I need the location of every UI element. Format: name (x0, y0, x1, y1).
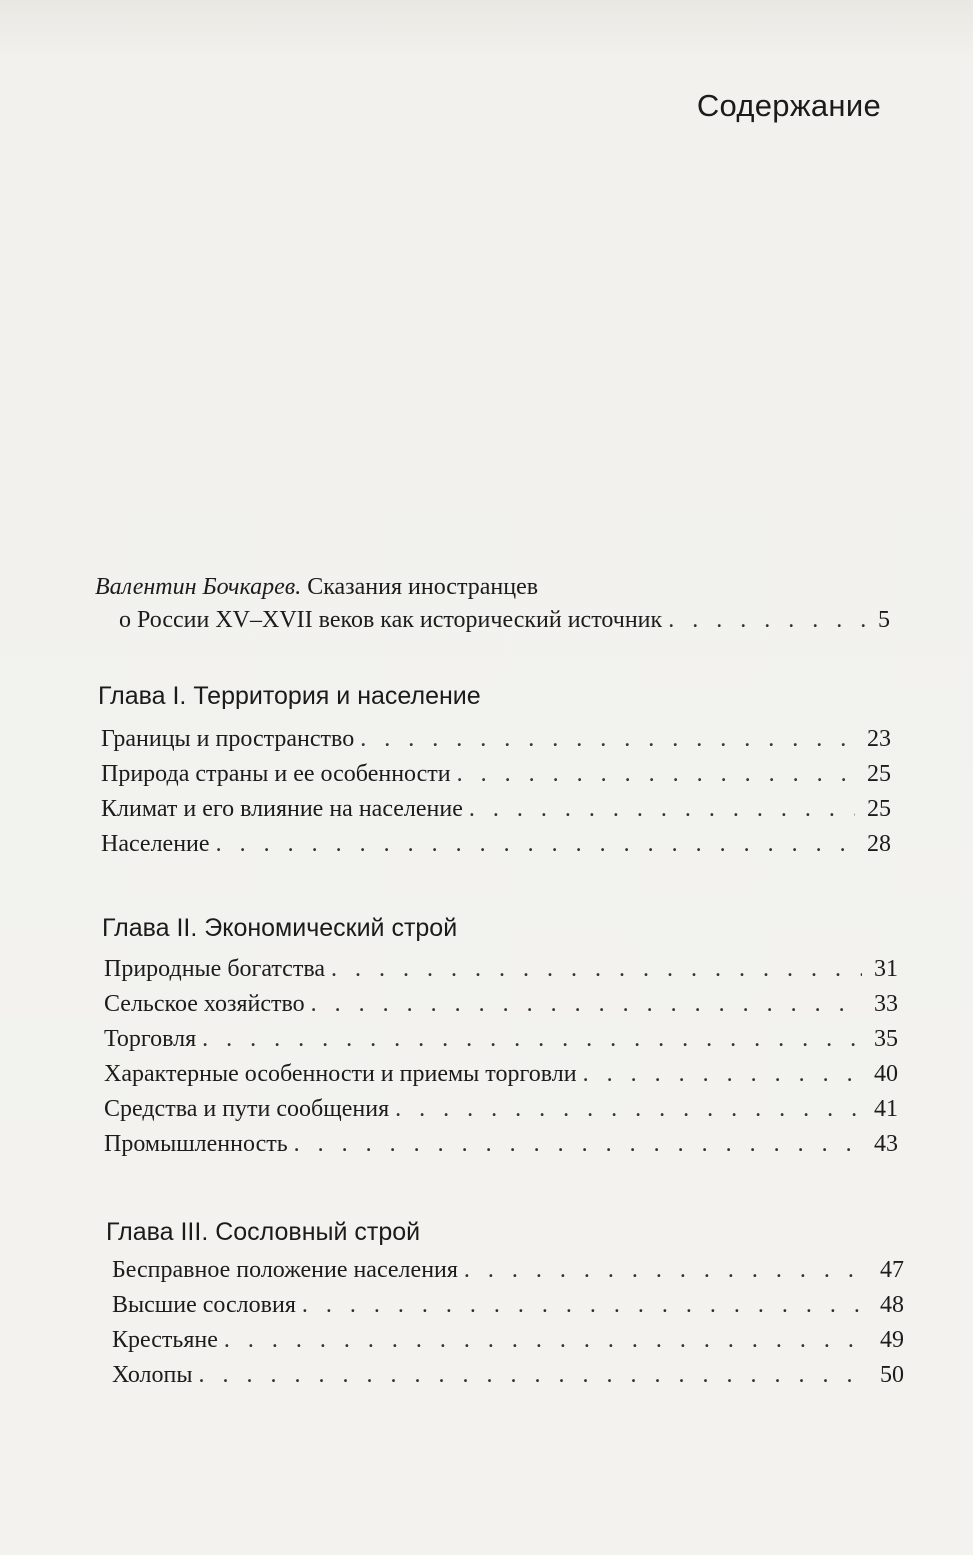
chapter-2-title: Глава II. Экономический строй (102, 914, 458, 942)
intro-title-part1: Сказания иностранцев (301, 574, 539, 600)
toc-entry-page: 50 (880, 1362, 904, 1388)
toc-entry-label: Торговля (104, 1026, 197, 1052)
leader-dots (198, 1362, 868, 1389)
leader-dots (202, 1026, 862, 1053)
leader-dots (457, 761, 855, 788)
chapter-2-list (104, 956, 898, 1166)
page-title: Содержание (696, 88, 881, 123)
toc-entry-label: Средства и пути сообщения (104, 1096, 390, 1122)
leader-dots (311, 991, 862, 1018)
leader-dots (331, 956, 862, 983)
chapter-3-title: Глава III. Сословный строй (106, 1218, 421, 1246)
leader-dots (469, 796, 855, 823)
intro-line-2 (95, 604, 890, 637)
toc-entry-label: Высшие сословия (112, 1292, 296, 1318)
intro-entry (95, 571, 890, 637)
intro-author: Валентин Бочкарев. (95, 574, 302, 600)
intro-line-1 (95, 571, 890, 604)
leader-dots (464, 1257, 868, 1284)
toc-entry-label: Холопы (112, 1362, 193, 1388)
toc-entry-page: 41 (874, 1096, 898, 1122)
toc-entry-page: 40 (874, 1061, 898, 1087)
leader-dots (224, 1327, 868, 1354)
toc-entry-label: Климат и его влияние на население (101, 796, 463, 822)
leader-dots (302, 1292, 868, 1319)
toc-entry (112, 1362, 904, 1397)
toc-entry-page: 25 (867, 761, 891, 787)
toc-entry-page: 35 (874, 1026, 898, 1052)
toc-entry-label: Сельское хозяйство (104, 991, 305, 1017)
toc-entry (104, 956, 898, 991)
toc-entry-label: Крестьяне (112, 1327, 218, 1353)
toc-entry-page: 28 (867, 831, 891, 857)
intro-page-number: 5 (878, 607, 890, 633)
toc-entry (112, 1257, 904, 1292)
toc-entry (104, 1026, 898, 1061)
chapter-1-list (101, 726, 891, 866)
toc-entry (104, 1131, 898, 1166)
toc-entry-label: Бесправное положение населения (112, 1257, 458, 1283)
toc-entry-page: 43 (874, 1131, 898, 1157)
chapter-1-title: Глава I. Территория и население (98, 682, 481, 710)
toc-entry-label: Промышленность (104, 1131, 288, 1157)
toc-entry-label: Характерные особенности и приемы торговли (104, 1061, 577, 1087)
toc-entry-page: 48 (880, 1292, 904, 1318)
toc-entry-page: 49 (880, 1327, 904, 1353)
leader-dots (216, 831, 855, 858)
toc-entry-label: Природные богатства (104, 956, 325, 982)
toc-entry (101, 796, 891, 831)
leader-dots (360, 726, 855, 753)
toc-entry-label: Природа страны и ее особенности (101, 761, 451, 787)
toc-entry (112, 1292, 904, 1327)
leader-dots (395, 1096, 862, 1123)
toc-entry-label: Границы и пространство (101, 726, 355, 752)
toc-entry (101, 831, 891, 866)
leader-dots (668, 604, 870, 637)
toc-entry-page: 47 (880, 1257, 904, 1283)
toc-entry (104, 1096, 898, 1131)
toc-entry-page: 23 (867, 726, 891, 752)
leader-dots (294, 1131, 862, 1158)
toc-entry-page: 31 (874, 956, 898, 982)
chapter-3-list (112, 1257, 904, 1397)
intro-title-part2: о России XV–XVII веков как исторический источник (119, 607, 663, 633)
toc-entry (101, 761, 891, 796)
toc-entry-label: Население (101, 831, 210, 857)
toc-entry (104, 1061, 898, 1096)
toc-entry-page: 25 (867, 796, 891, 822)
leader-dots (583, 1061, 862, 1088)
toc-entry (112, 1327, 904, 1362)
toc-entry (101, 726, 891, 761)
toc-entry (104, 991, 898, 1026)
toc-entry-page: 33 (874, 991, 898, 1017)
